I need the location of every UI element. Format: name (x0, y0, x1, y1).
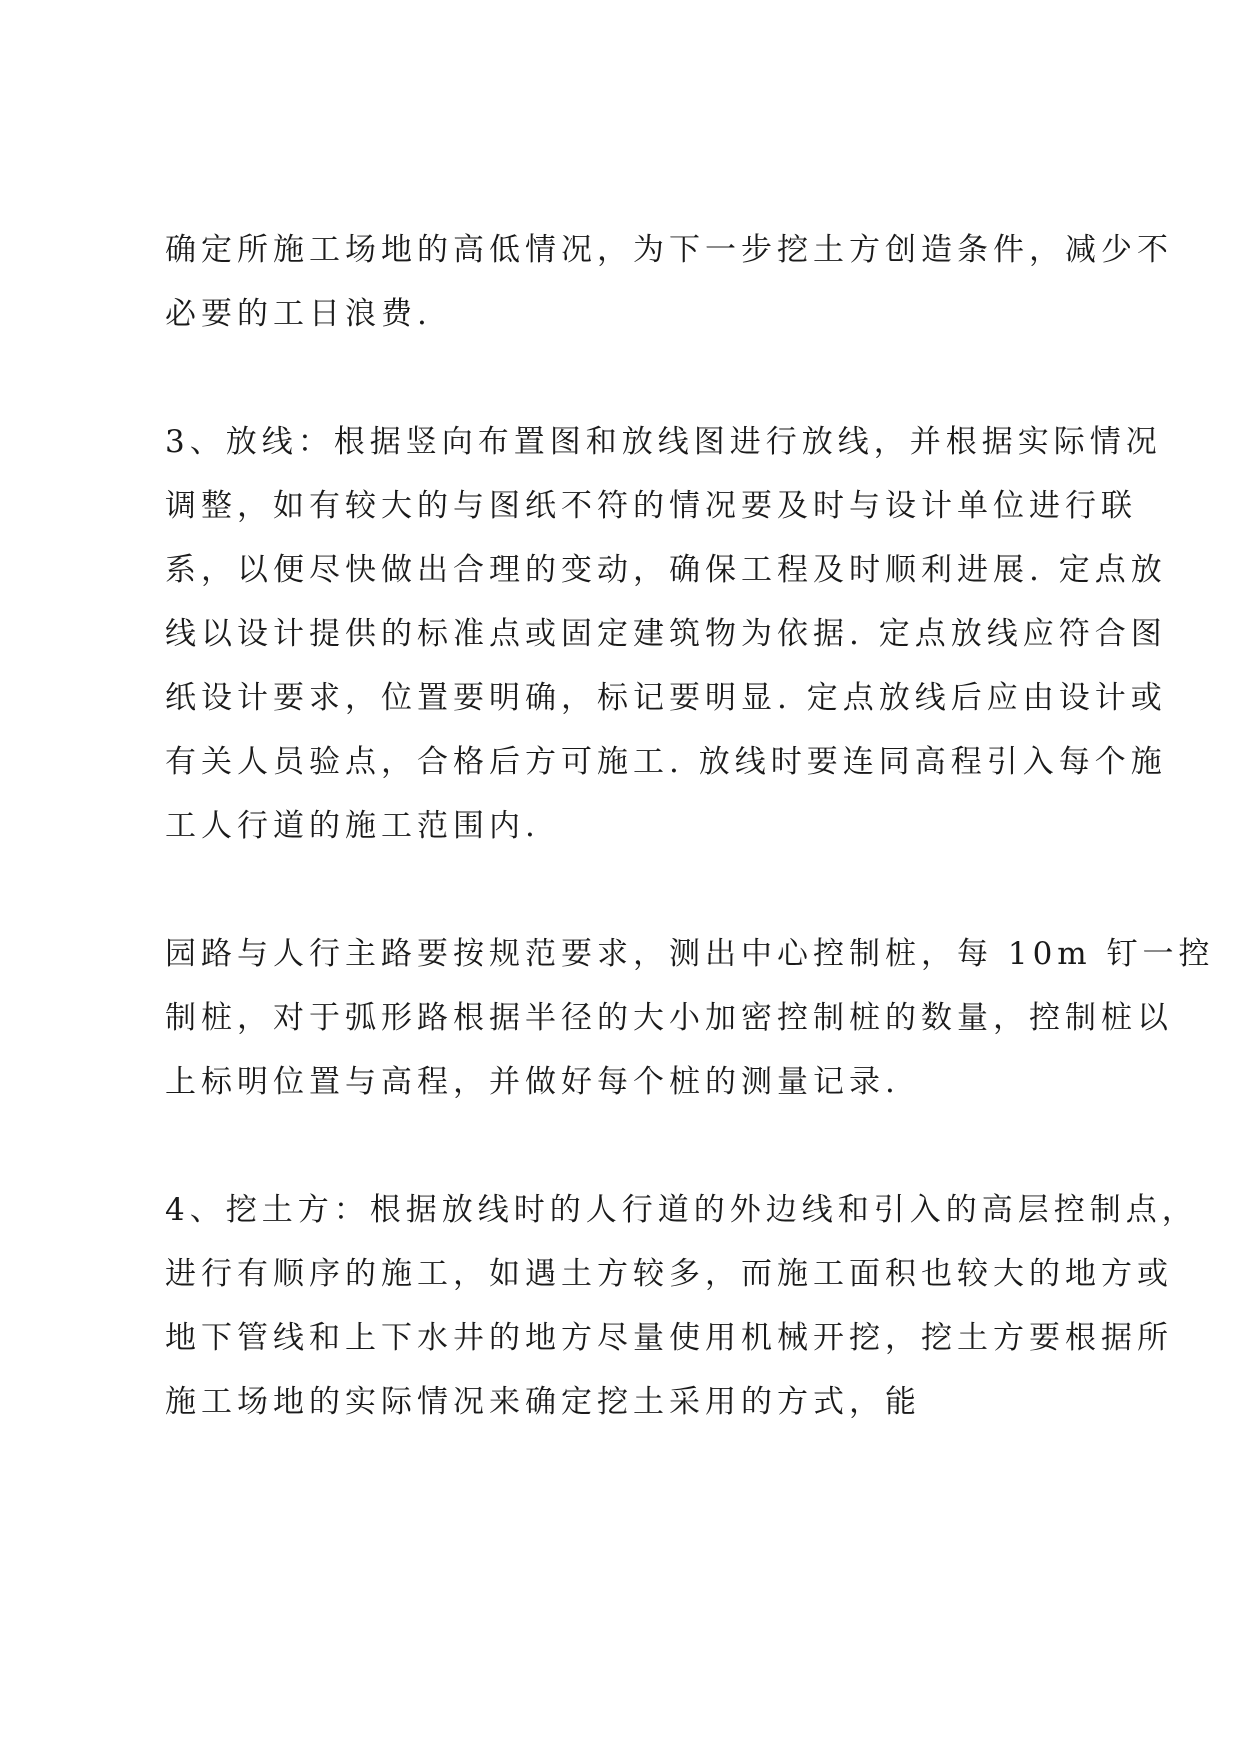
text-line: 地下管线和上下水井的地方尽量使用机械开挖，挖土方要根据所 (165, 1320, 1173, 1356)
paragraph-spacer (165, 1114, 1095, 1178)
text-line: 纸设计要求，位置要明确，标记要明显. 定点放线后应由设计或 (165, 680, 1167, 716)
paragraph (165, 1178, 1198, 1434)
text-line: 必要的工日浪费. (165, 296, 432, 332)
text-line: 园路与人行主路要按规范要求，测出中心控制桩，每 10m 钉一控 (165, 936, 1215, 972)
text-line: 线以设计提供的标准点或固定建筑物为依据. 定点放线应符合图 (165, 616, 1167, 652)
text-line: 进行有顺序的施工，如遇土方较多，而施工面积也较大的地方或 (165, 1256, 1173, 1292)
paragraph (165, 410, 1167, 858)
text-line: 4、挖土方：根据放线时的人行道的外边线和引入的高层控制点， (165, 1192, 1198, 1228)
document-body (165, 218, 1215, 1434)
text-line: 调整，如有较大的与图纸不符的情况要及时与设计单位进行联 (165, 488, 1137, 524)
paragraph-spacer (165, 858, 1095, 922)
text-line: 施工场地的实际情况来确定挖土采用的方式，能 (165, 1384, 921, 1420)
text-line: 制桩，对于弧形路根据半径的大小加密控制桩的数量，控制桩以 (165, 1000, 1173, 1036)
text-line: 工人行道的施工范围内. (165, 808, 540, 844)
paragraph (165, 922, 1215, 1114)
text-line: 上标明位置与高程，并做好每个桩的测量记录. (165, 1064, 900, 1100)
text-line: 有关人员验点，合格后方可施工. 放线时要连同高程引入每个施 (165, 744, 1167, 780)
text-line: 3、放线：根据竖向布置图和放线图进行放线，并根据实际情况 (165, 424, 1162, 460)
text-line: 确定所施工场地的高低情况，为下一步挖土方创造条件，减少不 (165, 232, 1173, 268)
text-line: 系，以便尽快做出合理的变动，确保工程及时顺利进展. 定点放 (165, 552, 1167, 588)
paragraph-spacer (165, 346, 1095, 410)
paragraph (165, 218, 1173, 346)
